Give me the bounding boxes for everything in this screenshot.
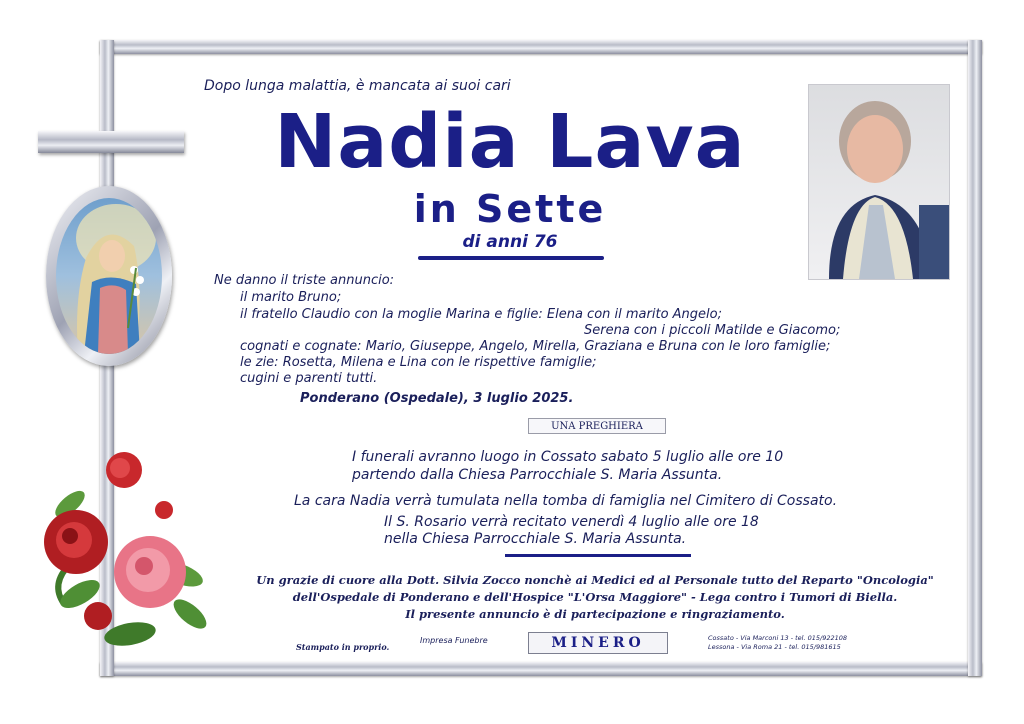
age-text: di anni 76 — [462, 232, 558, 252]
deceased-name: Nadia Lava — [274, 99, 746, 185]
impresa-label: Impresa Funebre — [420, 636, 488, 645]
madonna-image — [56, 198, 162, 354]
intro-text: Dopo lunga malattia, è mancata ai suoi cari — [204, 78, 511, 94]
portrait-icon — [809, 85, 949, 279]
frame-top — [100, 40, 982, 54]
madonna-icon — [56, 198, 162, 354]
funeral-line: I funerali avranno luogo in Cossato sabato 5 luglio alle ore 10 — [352, 449, 784, 465]
announcement-line: cugini e parenti tutti. — [240, 371, 378, 386]
roses-image — [40, 444, 210, 656]
roses-icon — [40, 444, 210, 656]
announcement-line: il marito Bruno; — [240, 290, 342, 305]
stampato-text: Stampato in proprio. — [296, 642, 390, 652]
thanks-line: Un grazie di cuore alla Dott. Silvia Zocco nonchè ai Medici ed al Personale tutto del Reparto "Oncologia" — [256, 573, 934, 587]
announcement-line: cognati e cognate: Mario, Giuseppe, Angelo, Mirella, Graziana e Bruna con le loro famiglie; — [240, 339, 831, 354]
rosary-line: Il S. Rosario verrà recitato venerdì 4 luglio alle ore 18 — [384, 514, 759, 530]
age-underline — [418, 256, 604, 260]
funeral-home-logo: MINERO — [528, 632, 668, 654]
announcement-line: Serena con i piccoli Matilde e Giacomo; — [584, 323, 841, 338]
thanks-block — [230, 572, 960, 623]
frame-right — [968, 40, 982, 676]
announcement-line: le zie: Rosetta, Milena e Lina con le rispettive famiglie; — [240, 355, 597, 370]
burial-line: La cara Nadia verrà tumulata nella tomba di famiglia nel Cimitero di Cossato. — [294, 493, 838, 509]
announcement-line: il fratello Claudio con la moglie Marina e figlie: Elena con il marito Angelo; — [240, 307, 722, 322]
prayer-button[interactable]: UNA PREGHIERA — [528, 418, 666, 434]
announcement-lead: Ne danno il triste annuncio: — [214, 273, 395, 288]
separator-line — [505, 554, 691, 557]
madonna-medallion — [46, 186, 172, 366]
thanks-line: Il presente annuncio è di partecipazione e ringraziamento. — [405, 607, 785, 621]
funeral-line: partendo dalla Chiesa Parrocchiale S. Maria Assunta. — [352, 467, 723, 483]
address-line: Lessona - Via Roma 21 - tel. 015/981615 — [708, 643, 841, 651]
funeral-home-address — [708, 634, 847, 652]
address-line: Cossato - Via Marconi 13 - tel. 015/922108 — [708, 634, 848, 642]
frame-bottom — [100, 662, 982, 676]
rosary-line: nella Chiesa Parrocchiale S. Maria Assunta. — [384, 531, 687, 547]
place-date: Ponderano (Ospedale), 3 luglio 2025. — [300, 391, 574, 406]
married-name: in Sette — [413, 187, 607, 231]
thanks-line: dell'Ospedale di Ponderano e dell'Hospice "L'Orsa Maggiore" - Lega contro i Tumori di Biella. — [292, 590, 898, 604]
cross-icon — [38, 131, 184, 153]
